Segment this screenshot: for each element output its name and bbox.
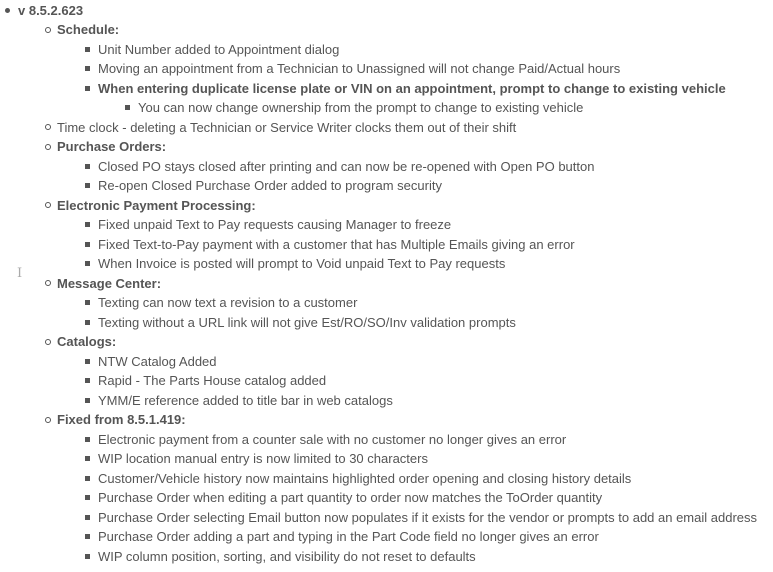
circle-bullet-icon: [45, 27, 51, 33]
square-bullet-icon: [85, 47, 90, 52]
circle-bullet-icon: [45, 144, 51, 150]
list-bullet-icon: [85, 508, 90, 528]
section-heading-text: Electronic Payment Processing:: [57, 197, 256, 213]
section-heading-text: Catalogs:: [57, 334, 117, 349]
section-heading-text: Schedule:: [57, 22, 120, 37]
list-item-text: Unit Number added to Appointment dialog: [98, 41, 340, 57]
list-bullet-icon: [45, 410, 51, 430]
list-bullet-icon: [85, 352, 90, 372]
list-item-text: NTW Catalog Added: [98, 353, 217, 369]
list-bullet-icon: [45, 332, 51, 352]
list-item-text: Electronic payment from a counter sale with no customer no longer gives an error: [98, 431, 567, 447]
list-item-text: Purchase Order selecting Email button now populates if it exists for the vendor or prompts to add an email address: [98, 509, 758, 525]
list-bullet-icon: [85, 215, 90, 235]
version-heading-text: v 8.5.2.623: [18, 2, 84, 18]
square-bullet-icon: [85, 66, 90, 71]
square-bullet-icon: [85, 534, 90, 539]
list-item-text: When entering duplicate license plate or VIN on an appointment, prompt to change to existing vehicle: [98, 80, 726, 96]
square-bullet-icon: [85, 222, 90, 227]
list-bullet-icon: [5, 1, 10, 21]
list-item-text: Closed PO stays closed after printing and can now be re-opened with Open PO button: [98, 158, 595, 174]
list-bullet-icon: [85, 293, 90, 313]
list-bullet-icon: [45, 118, 51, 138]
list-bullet-icon: [85, 59, 90, 79]
list-bullet-icon: [85, 391, 90, 411]
list-item-text: When Invoice is posted will prompt to Void unpaid Text to Pay requests: [98, 256, 506, 271]
list-bullet-icon: [45, 20, 51, 40]
square-bullet-icon: [85, 515, 90, 520]
list-item-text: Re-open Closed Purchase Order added to program security: [98, 178, 442, 193]
circle-bullet-icon: [45, 202, 51, 208]
list-bullet-icon: [85, 40, 90, 60]
square-bullet-icon: [125, 105, 130, 110]
list-bullet-icon: [45, 196, 51, 216]
list-item-text: Customer/Vehicle history now maintains highlighted order opening and closing history details: [98, 470, 632, 486]
list-bullet-icon: [85, 430, 90, 450]
list-bullet-icon: [85, 449, 90, 469]
square-bullet-icon: [85, 398, 90, 403]
list-item-text: Purchase Order adding a part and typing in the Part Code field no longer gives an error: [98, 529, 599, 544]
list-bullet-icon: [45, 274, 51, 294]
section-heading-text: Message Center:: [57, 275, 162, 291]
list-bullet-icon: [45, 137, 51, 157]
list-bullet-icon: [125, 98, 130, 118]
list-item-text: Texting can now text a revision to a customer: [98, 295, 358, 310]
square-bullet-icon: [85, 164, 90, 169]
list-bullet-icon: [85, 488, 90, 508]
list-bullet-icon: [85, 157, 90, 177]
section-heading-text: Time clock - deleting a Technician or Service Writer clocks them out of their shift: [57, 119, 517, 135]
list-bullet-icon: [85, 79, 90, 99]
list-item-text: Moving an appointment from a Technician to Unassigned will not change Paid/Actual hours: [98, 61, 621, 76]
list-bullet-icon: [85, 254, 90, 274]
square-bullet-icon: [85, 495, 90, 500]
sub-list-item-text: You can now change ownership from the prompt to change to existing vehicle: [138, 100, 584, 115]
section-heading-text: Fixed from 8.5.1.419:: [57, 412, 186, 427]
list-bullet-icon: [85, 527, 90, 547]
list-bullet-icon: [85, 469, 90, 489]
square-bullet-icon: [85, 554, 90, 559]
circle-bullet-icon: [45, 280, 51, 286]
square-bullet-icon: [85, 261, 90, 266]
list-item-text: Rapid - The Parts House catalog added: [98, 373, 327, 388]
list-item-text: Purchase Order when editing a part quantity to order now matches the ToOrder quantity: [98, 490, 603, 505]
circle-bullet-icon: [45, 339, 51, 345]
list-item-text: Fixed unpaid Text to Pay requests causing Manager to freeze: [98, 217, 452, 232]
list-bullet-icon: [85, 176, 90, 196]
list-item-text: WIP column position, sorting, and visibility do not reset to defaults: [98, 548, 476, 564]
list-bullet-icon: [85, 235, 90, 255]
list-item-text: YMM/E reference added to title bar in web catalogs: [98, 392, 393, 408]
square-bullet-icon: [85, 359, 90, 364]
list-bullet-icon: [85, 313, 90, 333]
square-bullet-icon: [85, 378, 90, 383]
list-item-text: WIP location manual entry is now limited to 30 characters: [98, 451, 428, 466]
square-bullet-icon: [85, 183, 90, 188]
circle-bullet-icon: [45, 417, 51, 423]
square-bullet-icon: [85, 456, 90, 461]
list-item-text: Fixed Text-to-Pay payment with a customer that has Multiple Emails giving an error: [98, 236, 575, 252]
square-bullet-icon: [85, 437, 90, 442]
disc-bullet-icon: [5, 8, 10, 13]
circle-bullet-icon: [45, 124, 51, 130]
square-bullet-icon: [85, 320, 90, 325]
square-bullet-icon: [85, 242, 90, 247]
list-bullet-icon: [85, 371, 90, 391]
square-bullet-icon: [85, 300, 90, 305]
list-item-text: Texting without a URL link will not give Est/RO/SO/Inv validation prompts: [98, 314, 516, 330]
square-bullet-icon: [85, 476, 90, 481]
list-bullet-icon: [85, 547, 90, 567]
square-bullet-icon: [85, 86, 90, 91]
text-cursor-icon: I: [17, 266, 23, 281]
section-heading-text: Purchase Orders:: [57, 139, 167, 154]
